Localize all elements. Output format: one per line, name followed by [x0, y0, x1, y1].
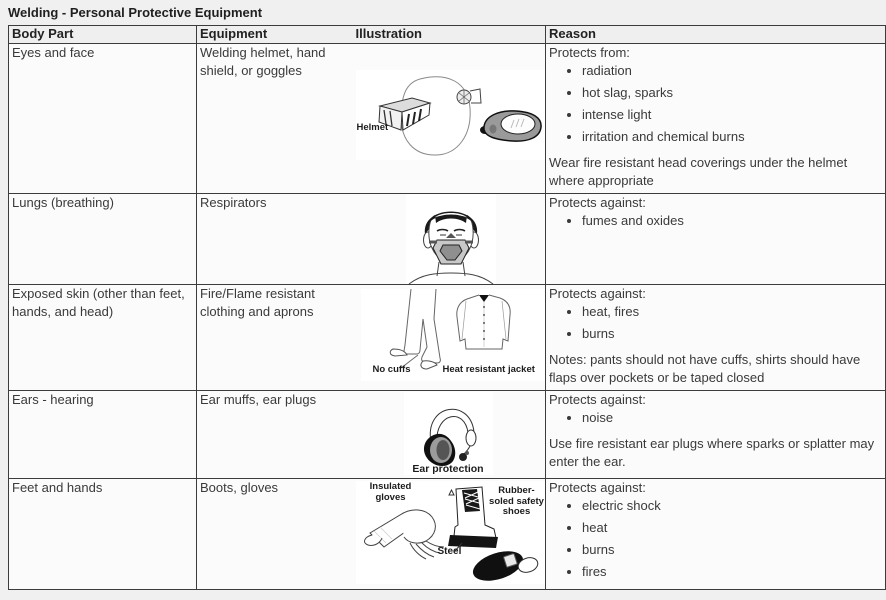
reason-cell [546, 285, 886, 391]
equipment-cell: Respirators [197, 194, 353, 285]
welding-helmet-and-goggles-icon [356, 70, 546, 160]
reason-bullet: • electric shock [582, 497, 882, 515]
table-row-ears [9, 391, 886, 479]
reason-lead: Protects against: [549, 392, 646, 407]
ear-protection-label: Ear protection [412, 462, 484, 475]
ppe-table [8, 25, 886, 590]
table-row-feet-and-hands [9, 479, 886, 590]
reason-bullet: • burns [582, 325, 882, 343]
body-part-cell: Feet and hands [9, 479, 197, 590]
reason-bullet-list [549, 212, 882, 230]
reason-lead: Protects against: [549, 195, 646, 210]
body-part-cell: Exposed skin (other than feet, hands, and head) [9, 285, 197, 391]
insulated-gloves-label: Insulated gloves [369, 481, 412, 503]
reason-bullet: • heat, fires [582, 303, 882, 321]
table-row-exposed-skin [9, 285, 886, 391]
table-row-eyes-and-face [9, 44, 886, 194]
col-header-illustration: Illustration [353, 26, 546, 44]
no-cuffs-label: No cuffs [372, 364, 411, 375]
helmet-goggles-illustration [356, 70, 546, 160]
header-row [9, 26, 886, 44]
reason-note: Notes: pants should not have cuffs, shirts should have flaps over pockets or be taped closed [549, 352, 861, 385]
body-part-cell: Lungs (breathing) [9, 194, 197, 285]
reason-bullet: • radiation [582, 62, 882, 80]
illustration-cell [353, 44, 546, 194]
table-row-lungs [9, 194, 886, 285]
respirator-on-face-icon [406, 194, 496, 284]
illustration-cell [353, 194, 546, 285]
illustration-cell [353, 285, 546, 391]
reason-bullet-list [549, 409, 882, 427]
illustration-cell [353, 391, 546, 479]
reason-bullet-list [549, 62, 882, 146]
reason-bullet: • burns [582, 541, 882, 559]
col-header-body-part: Body Part [9, 26, 197, 44]
ear-muffs-illustration [404, 392, 493, 475]
clothing-illustration [361, 289, 546, 381]
illustration-cell [353, 479, 546, 590]
gloves-boots-illustration [356, 481, 546, 584]
reason-bullet: • hot slag, sparks [582, 84, 882, 102]
reason-bullet: • intense light [582, 106, 882, 124]
equipment-cell: Ear muffs, ear plugs [197, 391, 353, 479]
heat-resistant-jacket-label: Heat resistant jacket [442, 364, 535, 375]
col-header-reason: Reason [546, 26, 886, 44]
reason-bullet: • irritation and chemical burns [582, 128, 882, 146]
reason-cell [546, 44, 886, 194]
helmet-label: Helmet [356, 122, 389, 133]
reason-bullet: • noise [582, 409, 882, 427]
rubber-soled-shoes-label: Rubber-soled safety shoes [489, 485, 544, 517]
page-title: Welding - Personal Protective Equipment [8, 5, 263, 20]
reason-note: Use fire resistant ear plugs where sparks or splatter may enter the ear. [549, 436, 875, 469]
body-part-cell: Eyes and face [9, 44, 197, 194]
equipment-cell: Fire/Flame resistant clothing and aprons [197, 285, 353, 391]
reason-lead: Protects against: [549, 480, 646, 495]
respirator-illustration [406, 194, 496, 284]
reason-cell [546, 391, 886, 479]
reason-bullet: • fumes and oxides [582, 212, 882, 230]
reason-bullet-list [549, 497, 882, 581]
reason-bullet: • heat [582, 519, 882, 537]
reason-lead: Protects from: [549, 45, 630, 60]
steel-label: Steel [437, 546, 462, 557]
reason-bullet: • fires [582, 563, 882, 581]
reason-lead: Protects against: [549, 286, 646, 301]
reason-cell [546, 479, 886, 590]
reason-cell [546, 194, 886, 285]
equipment-cell: Welding helmet, hand shield, or goggles [197, 44, 353, 194]
body-part-cell: Ears - hearing [9, 391, 197, 479]
col-header-equipment: Equipment [197, 26, 353, 44]
reason-note: Wear fire resistant head coverings under the helmet where appropriate [549, 155, 848, 188]
equipment-cell: Boots, gloves [197, 479, 353, 590]
reason-bullet-list [549, 303, 882, 343]
